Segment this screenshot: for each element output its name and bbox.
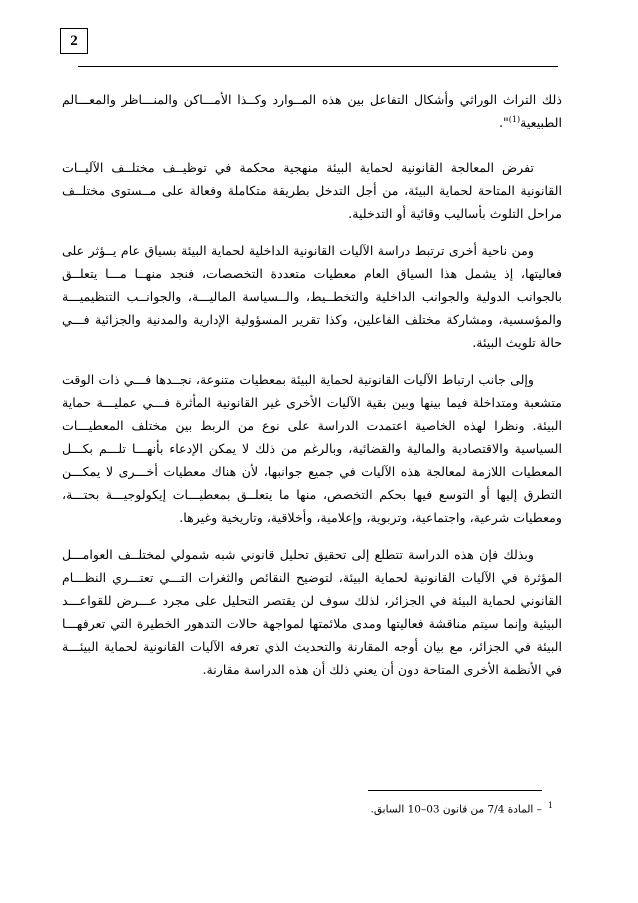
paragraph-1-tail: ". [498, 115, 509, 130]
page-number-box [60, 28, 88, 54]
paragraph-4: وإلى جانب ارتباط الآليات القانونية لحماية البيئة بمعطيات متنوعة، نجــدها فـــي ذات الوقت متشعبة ومتداخلة فيما بينها وبين بقية الآليات الأخرى غير القانونية المأثرة فـــي عمليـــة حماية البيئة. ونظرا لهذه الخاصية اعتمدت الدراسة على نوع من الربط بين مختلف المعطيـــات السياسية والاقتصادية والمالية والقضائية، وبالرغم من ذلك لا يمكن الإدعاء بأنهـــا تلـــم بكـــل المعطيات اللازمة لمعالجة هذه الآليات في جميع جوانبها، لأن هناك معطيات أخـــرى لا يمكـــن التطرق إليها أو التوسع فيها بحكم التخصص، منها ما يتعلــق بمعطيـــات إيكولوجيـــة بحتـــة، ومعطيات شرعية، واجتماعية، وتربوية، وإعلامية، وأخلاقية، وتاريخية وغيرها. [62, 372, 562, 525]
paragraph-1-text: ذلك التراث الوراثي وأشكال التفاعل بين هذه المــوارد وكــذا الأمـــاكن والمنـــاظر والمعـــالم الطبيعية [62, 92, 562, 130]
footnote [371, 798, 553, 818]
page-number: 2 [70, 33, 78, 49]
footnote-text: – المادة 7/4 من قانون 03–10 السابق. [370, 803, 542, 816]
footnote-marker: 1 [547, 801, 553, 810]
header-rule [78, 66, 558, 67]
body-text [62, 88, 562, 695]
paragraph-1 [62, 88, 562, 134]
paragraph-5: وبذلك فإن هذه الدراسة تتطلع إلى تحقيق تحليل قانوني شبه شمولي لمختلــف العوامـــل المؤثرة في الآليات القانونية لحماية البيئة، لتوضيح النقائص والثغرات التـــي تعتـــري النظـــام القانوني لحماية البيئة في الجزائر، لذلك سوف لن يقتصر التحليل على مجرد عـــرض للقواعـــد البيئية وإنما سيتم مناقشة فعاليتها ومدى ملائمتها لمواجهة حالات التدهور الخطيرة التي تعرفهـــا البيئة في الجزائر، مع بيان أوجه المقارنة والتحديث الذي تعرفه الآليات القانونية لحماية البيئـــة في الأنظمة الأخرى المتاحة دون أن يعني ذلك أن هذه الدراسة مقارنة. [62, 547, 562, 677]
footnote-rule [368, 790, 542, 791]
paragraph-2: تفرض المعالجة القانونية لحماية البيئة منهجية محكمة في توظيــف مختلــف الآليــات القانونية المتاحة لحماية البيئة، من أجل التدخل بطريقة متكاملة وفعالة على مــستوى مختلــف مراحل التلوث بأساليب وقائية أو التدخلية. [62, 160, 562, 221]
paragraph-3: ومن ناحية أخرى ترتبط دراسة الآليات القانونية الداخلية لحماية البيئة بسياق عام يــؤثر على فعاليتها، إذ يشمل هذا السياق العام معطيات متعددة التخصصات، فنجد منهــا مـــا يتعلــق بالجوانب الدولية والجوانب الداخلية والتخطــيط، والــسياسة الماليـــة، والجوانــب التنظيميـــة والمؤسسية، ومشاركة مختلف الفاعلين، وكذا تقرير المسؤولية الإدارية والمدنية والجزائية فـــي حالة تلويث البيئة. [62, 243, 562, 350]
footnote-reference: (1) [508, 114, 521, 124]
